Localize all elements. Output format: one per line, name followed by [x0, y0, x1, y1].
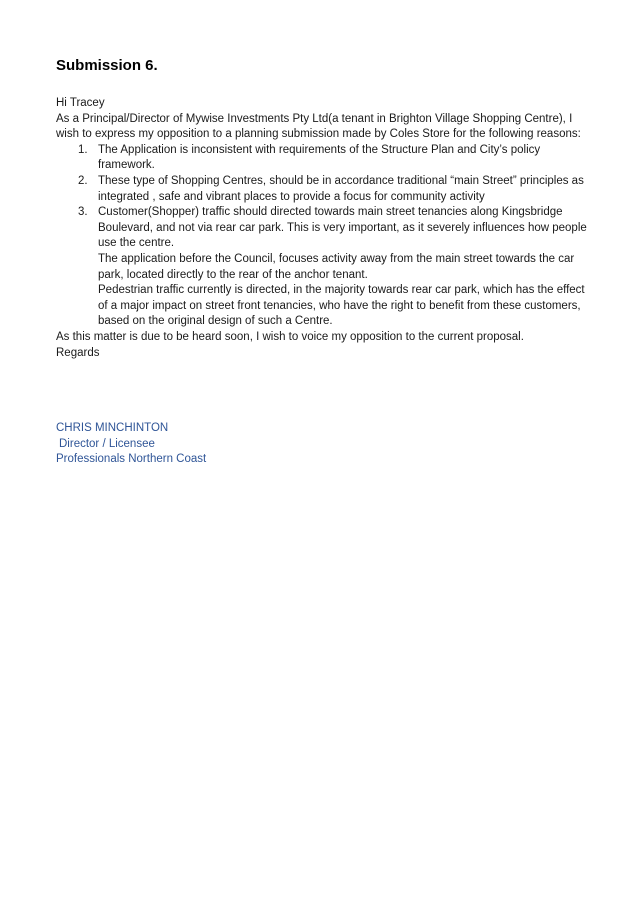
signature-name: CHRIS MINCHINTON — [56, 422, 169, 435]
submission-heading: Submission 6. — [56, 57, 158, 74]
signature-company: Professionals Northern Coast — [56, 453, 207, 466]
intro-paragraph: As a Principal/Director of Mywise Investments Pty Ltd(a tenant in Brighton Village Shopping Centre), I wish to express my opposition to a planning submission made by Coles Store for the following reasons: — [56, 112, 581, 141]
list-number: 3. — [78, 206, 88, 219]
greeting: Hi Tracey — [56, 97, 105, 109]
list-item — [78, 174, 596, 205]
letter-body — [56, 96, 596, 361]
list-item — [78, 143, 596, 174]
signature-block — [56, 421, 596, 468]
list-number: 1. — [78, 143, 88, 156]
document-page — [56, 56, 596, 468]
list-text: The Application is inconsistent with requirements of the Structure Plan and City’s policy framework. — [98, 143, 541, 172]
list-item — [78, 205, 596, 330]
list-number: 2. — [78, 174, 88, 187]
list-text: Customer(Shopper) traffic should directed towards main street tenancies along Kingsbridge Boulevard, and not via rear car park. This is very important, as it severely influences how people use the centre. — [98, 206, 587, 250]
closing-paragraph: As this matter is due to be heard soon, I wish to voice my opposition to the current proposal. — [56, 330, 524, 343]
list-sub-paragraph: The application before the Council, focuses activity away from the main street towards the car park, located directly to the rear of the anchor tenant. — [98, 252, 575, 281]
signature-role: Director / Licensee — [59, 437, 155, 450]
list-text: These type of Shopping Centres, should be in accordance traditional “main Street” principles as integrated , safe and vibrant places to provide a focus for community activity — [98, 174, 584, 203]
signoff: Regards — [56, 346, 100, 359]
reasons-list — [56, 143, 596, 330]
list-sub-paragraph: Pedestrian traffic currently is directed, in the majority towards rear car park, which has the effect of a major impact on street front tenancies, who have the right to benefit from these customers, based on the original design of such a Centre. — [98, 284, 585, 328]
